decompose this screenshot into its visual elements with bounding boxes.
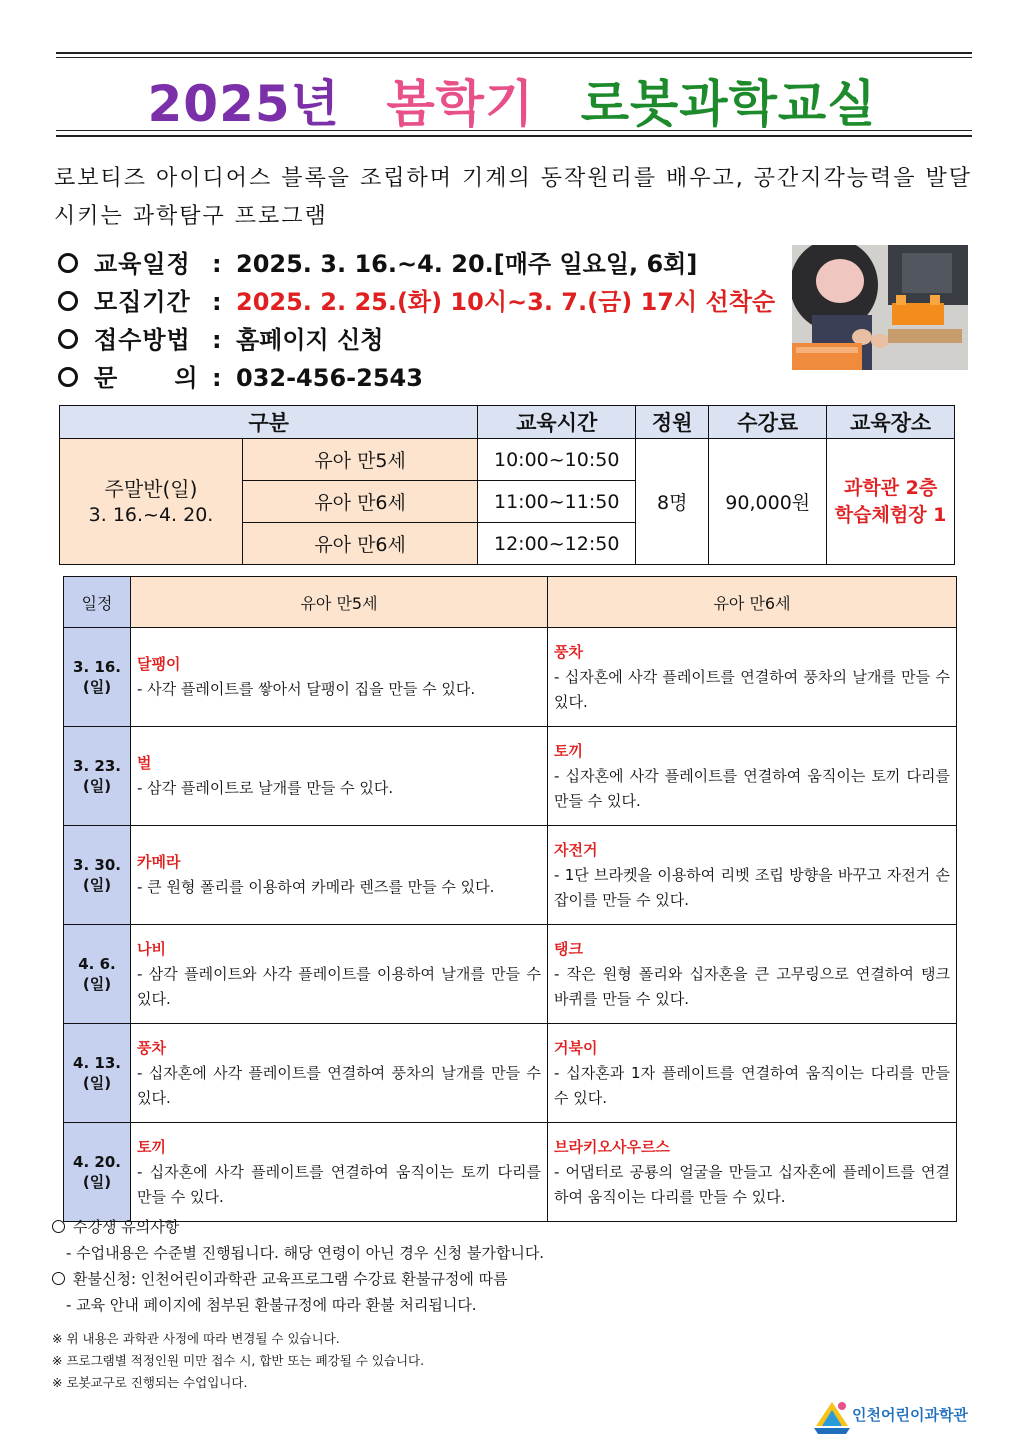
footnote: ※ 로봇교구로 진행되는 수업입니다. <box>52 1375 248 1390</box>
summary-age: 유아 만5세 <box>243 439 478 481</box>
info-apply: 접수방법 : 홈페이지 신청 <box>58 322 383 358</box>
bullet-icon <box>58 329 78 349</box>
summary-header: 구분 <box>60 406 478 439</box>
summary-fee: 90,000원 <box>709 439 827 565</box>
activity-desc: - 큰 원형 폴리를 이용하여 카메라 렌즈를 만들 수 있다. <box>137 878 495 896</box>
page-title <box>0 64 1024 136</box>
place-line1: 과학관 2층 <box>843 476 938 499</box>
summary-time: 10:00~10:50 <box>478 439 636 481</box>
summary-header: 수강료 <box>709 406 827 439</box>
schedule-date <box>64 925 131 1024</box>
note-title: 환불신청: 인천어린이과학관 교육프로그램 수강료 환불규정에 따름 <box>73 1270 508 1288</box>
day-text: (일) <box>82 975 112 993</box>
note-title: 수강생 유의사항 <box>73 1218 180 1236</box>
schedule-header: 유아 만5세 <box>131 577 548 628</box>
info-label: 모집기간 <box>94 288 191 316</box>
group-name: 주말반(일) <box>104 476 198 501</box>
summary-header: 교육장소 <box>827 406 955 439</box>
activity-age6 <box>548 1024 957 1123</box>
activity-desc: - 사각 플레이트를 쌓아서 달팽이 집을 만들 수 있다. <box>137 680 476 698</box>
activity-age5 <box>131 628 548 727</box>
activity-desc: - 어댑터로 공룡의 얼굴을 만들고 십자혼에 플레이트를 연결하여 움직이는 다리를 만들 수 있다. <box>554 1162 950 1206</box>
note-refund-text: - 교육 안내 페이지에 첨부된 환불규정에 따라 환불 처리됩니다. <box>66 1296 477 1314</box>
activity-desc: - 십자혼에 사각 플레이트를 연결하여 풍차의 날개를 만들 수 있다. <box>554 667 950 711</box>
activity-desc: - 삼각 플레이트로 날개를 만들 수 있다. <box>137 779 394 797</box>
schedule-header: 일정 <box>64 577 131 628</box>
activity-name: 벌 <box>137 754 152 772</box>
bullet-icon <box>58 291 78 311</box>
activity-name: 카메라 <box>137 853 181 871</box>
program-intro: 로보티즈 아이디어스 블록을 조립하며 기계의 동작원리를 배우고, 공간지각능력을 발달시키는 과학탐구 프로그램 <box>54 166 973 229</box>
schedule-date <box>64 628 131 727</box>
activity-name: 풍차 <box>137 1038 166 1057</box>
activity-name: 달팽이 <box>137 655 181 673</box>
table-row <box>64 628 957 727</box>
title-year: 2025년 <box>147 75 340 133</box>
schedule-date <box>64 727 131 826</box>
activity-name: 토끼 <box>137 1137 166 1156</box>
date-text: 4. 20. <box>73 1153 121 1171</box>
schedule-date <box>64 1123 131 1222</box>
footnote: ※ 프로그램별 적정인원 미만 접수 시, 합반 또는 폐강될 수 있습니다. <box>52 1353 425 1368</box>
day-text: (일) <box>82 1074 112 1092</box>
summary-place <box>827 439 955 565</box>
activity-age5 <box>131 826 548 925</box>
activity-name: 자전거 <box>554 840 598 859</box>
activity-desc: - 십자혼에 사각 플레이트를 연결하여 풍차의 날개를 만들 수 있다. <box>137 1063 541 1107</box>
activity-desc: - 작은 원형 폴리와 십자혼을 큰 고무링으로 연결하여 탱크 바퀴를 만들 수 있다. <box>554 964 950 1008</box>
weekly-schedule-table <box>63 576 957 1222</box>
activity-desc: - 십자혼에 사각 플레이트를 연결하여 움직이는 토끼 다리를 만들 수 있다. <box>554 766 950 810</box>
activity-age6 <box>548 727 957 826</box>
summary-age: 유아 만6세 <box>243 523 478 565</box>
summary-time: 11:00~11:50 <box>478 481 636 523</box>
circle-bullet-icon <box>52 1272 65 1285</box>
activity-desc: - 십자혼과 1자 플레이트를 연결하여 움직이는 다리를 만들 수 있다. <box>554 1063 950 1107</box>
title-program: 로봇과학교실 <box>580 75 877 133</box>
info-value: 2025. 2. 25.(화) 10시~3. 7.(금) 17시 선착순 <box>236 288 776 316</box>
info-label: 문 의 <box>94 364 199 392</box>
date-text: 3. 23. <box>73 757 121 775</box>
schedule-date <box>64 1024 131 1123</box>
info-label: 접수방법 <box>94 326 191 354</box>
activity-age6 <box>548 628 957 727</box>
day-text: (일) <box>82 777 112 795</box>
place-line2: 학습체험장 1 <box>834 503 947 526</box>
note-student-title <box>52 1214 179 1240</box>
info-recruit: 모집기간 : 2025. 2. 25.(화) 10시~3. 7.(금) 17시 선착순 <box>58 284 775 320</box>
science-museum-logo-icon <box>812 1396 852 1436</box>
summary-group <box>60 439 243 565</box>
activity-age5 <box>131 727 548 826</box>
activity-name: 나비 <box>137 939 166 958</box>
table-row <box>64 1024 957 1123</box>
table-row <box>64 925 957 1024</box>
summary-header: 정원 <box>636 406 709 439</box>
bullet-icon <box>58 367 78 387</box>
summary-age: 유아 만6세 <box>243 481 478 523</box>
circle-bullet-icon <box>52 1220 65 1233</box>
schedule-date <box>64 826 131 925</box>
note-refund-title <box>52 1266 508 1292</box>
activity-name: 브라키오사우르스 <box>554 1137 670 1156</box>
activity-name: 거북이 <box>554 1038 598 1057</box>
summary-time: 12:00~12:50 <box>478 523 636 565</box>
date-text: 3. 30. <box>73 856 121 874</box>
day-text: (일) <box>82 876 112 894</box>
schedule-header: 유아 만6세 <box>548 577 957 628</box>
title-bottom-rule-thin <box>56 130 972 131</box>
title-bottom-rule <box>56 135 972 137</box>
activity-age5 <box>131 1024 548 1123</box>
info-label: 교육일정 <box>94 250 191 278</box>
activity-age6 <box>548 826 957 925</box>
activity-age6 <box>548 925 957 1024</box>
date-text: 3. 16. <box>73 658 121 676</box>
activity-desc: - 삼각 플레이트와 사각 플레이트를 이용하여 날개를 만들 수 있다. <box>137 964 541 1008</box>
logo-text: 인천어린이과학관 <box>852 1406 968 1424</box>
day-text: (일) <box>82 678 112 696</box>
day-text: (일) <box>82 1173 112 1191</box>
child-building-robot-photo <box>792 245 968 370</box>
date-text: 4. 13. <box>73 1054 121 1072</box>
activity-name: 탱크 <box>554 939 583 958</box>
activity-age5 <box>131 925 548 1024</box>
course-summary-table <box>59 405 955 565</box>
summary-capacity: 8명 <box>636 439 709 565</box>
activity-age6 <box>548 1123 957 1222</box>
group-dates: 3. 16.~4. 20. <box>88 503 214 526</box>
activity-desc: - 십자혼에 사각 플레이트를 연결하여 움직이는 토끼 다리를 만들 수 있다. <box>137 1162 541 1206</box>
title-season: 봄학기 <box>386 75 535 133</box>
info-schedule: 교육일정 : 2025. 3. 16.~4. 20.[매주 일요일, 6회] <box>58 246 697 282</box>
top-rule <box>56 52 972 54</box>
activity-age5 <box>131 1123 548 1222</box>
date-text: 4. 6. <box>78 955 116 973</box>
note-student-text: - 수업내용은 수준별 진행됩니다. 해당 연령이 아닌 경우 신청 불가합니다. <box>66 1244 545 1262</box>
info-value: 032-456-2543 <box>236 364 423 392</box>
bullet-icon <box>58 253 78 273</box>
footnote: ※ 위 내용은 과학관 사정에 따라 변경될 수 있습니다. <box>52 1331 340 1346</box>
table-row <box>64 1123 957 1222</box>
activity-desc: - 1단 브라켓을 이용하여 리벳 조립 방향을 바꾸고 자전거 손잡이를 만들 수 있다. <box>554 865 950 909</box>
info-value: 홈페이지 신청 <box>236 326 384 354</box>
summary-header: 교육시간 <box>478 406 636 439</box>
table-row <box>64 727 957 826</box>
activity-name: 풍차 <box>554 642 583 661</box>
science-museum-logo <box>812 1396 972 1436</box>
table-row <box>64 826 957 925</box>
info-contact: 문 의 : 032-456-2543 <box>58 360 423 396</box>
info-value: 2025. 3. 16.~4. 20.[매주 일요일, 6회] <box>236 250 698 278</box>
activity-name: 토끼 <box>554 741 583 760</box>
top-rule-thin <box>56 57 972 58</box>
